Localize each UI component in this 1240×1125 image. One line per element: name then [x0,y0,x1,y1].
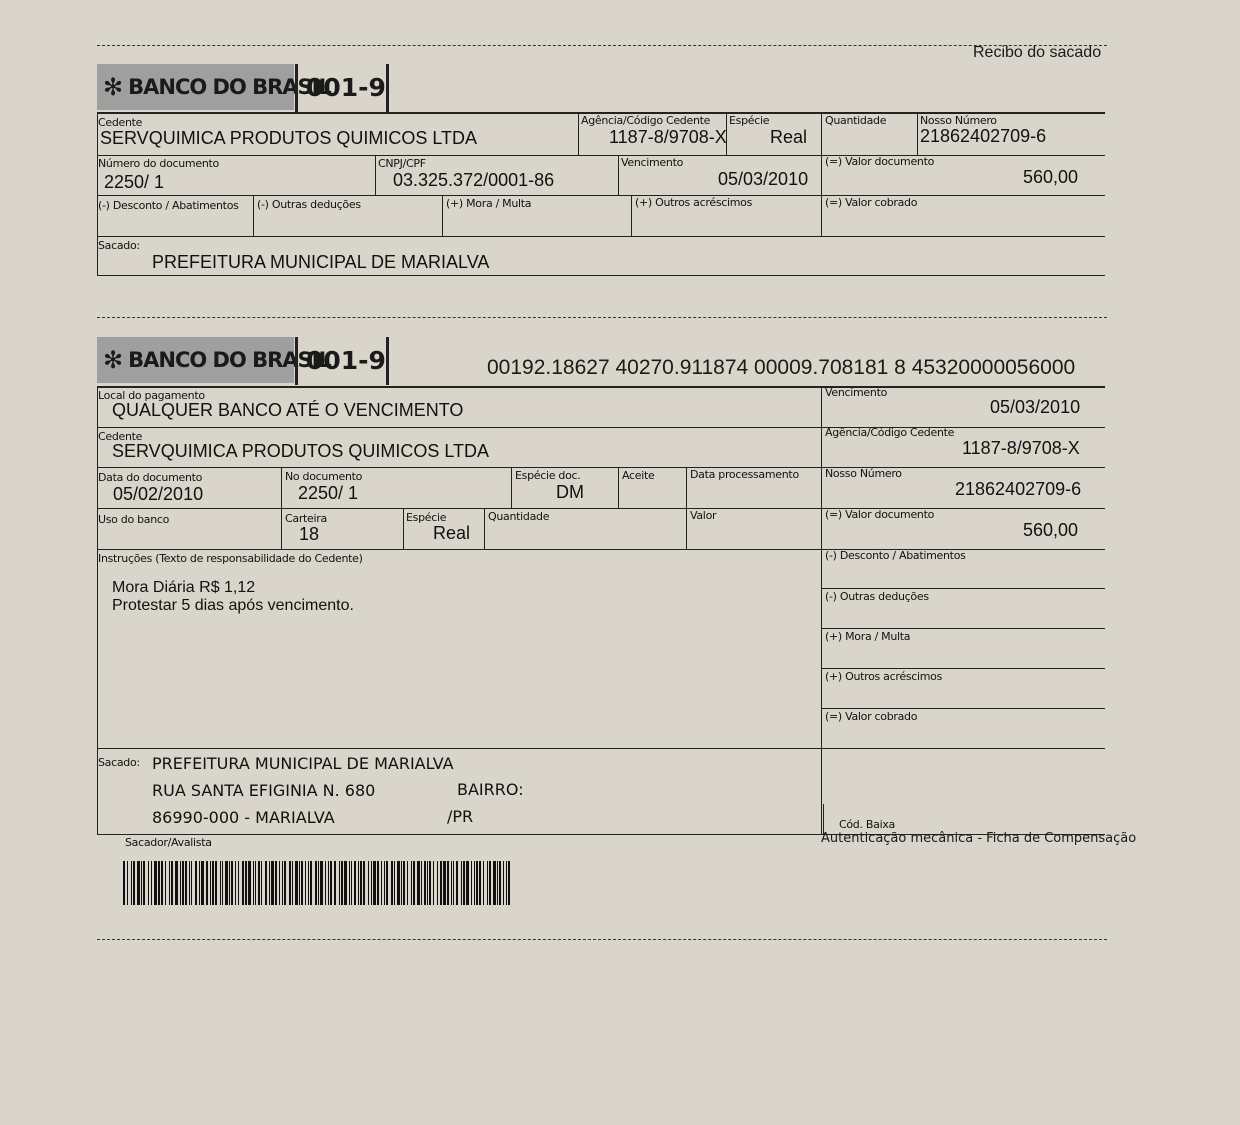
bank-logo-icon: ✻ [103,346,123,374]
data-doc-label: Data do documento [98,471,203,484]
barcode-bar [189,861,190,905]
quantidade-label: Quantidade [488,510,550,523]
carteira-value: 18 [299,524,320,544]
bank-code: 001-9 [306,346,386,375]
num-doc-label: Número do documento [98,157,219,170]
sacado-uf: /PR [447,807,474,826]
barcode-bar [165,861,166,905]
no-doc-value: 2250/ 1 [298,483,359,503]
nosso-numero-value: 21862402709-6 [955,479,1082,499]
barcode-bar [299,861,300,905]
barcode-bar [169,861,170,905]
mora-label: (+) Mora / Multa [446,197,532,210]
vencimento-value: 05/03/2010 [718,169,809,189]
divider [484,508,485,549]
barcode-bar [235,861,236,905]
barcode-bar [305,861,306,905]
barcode-bar [229,861,230,905]
valor-cobrado-label: (=) Valor cobrado [825,196,918,209]
valor-doc-value: 560,00 [1023,167,1079,187]
barcode-bar [360,861,362,905]
nosso-numero-label: Nosso Número [825,467,902,480]
barcode-bar [451,861,452,905]
barcode-bar [403,861,405,905]
barcode-bar [245,861,247,905]
sacado-nome: PREFEITURA MUNICIPAL DE MARIALVA [152,754,454,773]
barcode-bar [341,861,343,905]
especie-doc-label: Espécie doc. [515,469,581,482]
autenticacao-label: Autenticação mecânica - Ficha de Compensação [821,831,1137,846]
barcode-bar [354,861,356,905]
barcode-bar [308,861,309,905]
barcode-bar [320,861,323,905]
valor-doc-label: (=) Valor documento [825,508,935,521]
cod-baixa-label: Cód. Baixa [839,818,895,831]
barcode-bar [215,861,217,905]
barcode-bar [289,861,291,905]
barcode-bar [466,861,469,905]
barcode-bar [225,861,228,905]
divider [295,64,298,112]
barcode-bar [427,861,428,905]
rule [97,195,1105,196]
barcode-bar [358,861,359,905]
barcode-bar [242,861,244,905]
barcode-bar [421,861,422,905]
barcode-bar [284,861,286,905]
divider [375,155,376,195]
barcode-bar [238,861,239,905]
especie-doc-value: DM [556,482,584,502]
barcode-bar [440,861,442,905]
sacado-label: Sacado: [98,756,140,769]
divider [403,508,404,549]
barcode-bar [201,861,204,905]
barcode-bar [154,861,157,905]
cut-line [97,45,1107,46]
cedente-label: Cedente [98,430,143,443]
barcode-bar [137,861,140,905]
instrucoes-label: Instruções (Texto de responsabilidade do Cedente) [98,552,363,565]
divider [823,804,824,834]
barcode-bar [506,861,507,905]
agencia-value: 1187-8/9708-X [962,438,1080,458]
barcode-bar [476,861,478,905]
barcode-bar [453,861,454,905]
barcode-bar [487,861,488,905]
barcode-bar [330,861,332,905]
outras-deducoes-label: (-) Outras deduções [257,198,361,211]
divider [631,195,632,236]
sacado-label: Sacado: [98,239,140,252]
barcode-bar [261,861,262,905]
valor-cobrado-label: (=) Valor cobrado [825,710,918,723]
barcode-bar [206,861,208,905]
rule [97,386,1105,388]
vencimento-value: 05/03/2010 [990,397,1081,417]
barcode-bar [175,861,178,905]
rule [97,467,1105,468]
linha-digitavel: 00192.18627 40270.911874 00009.708181 8 45320000056000 [487,356,1076,379]
barcode-bar [373,861,376,905]
rule [821,628,1105,629]
nosso-numero-value: 21862402709-6 [920,126,1047,146]
uso-banco-label: Uso do banco [98,513,170,526]
data-doc-value: 05/02/2010 [113,484,204,504]
instrucao-mora: Mora Diária R$ 1,12 [112,579,256,596]
cedente-label: Cedente [98,116,143,129]
barcode-bar [328,861,329,905]
barcode-bar [220,861,221,905]
divider [821,113,822,236]
barcode-bar [255,861,256,905]
divider [253,195,254,236]
cnpj-label: CNPJ/CPF [378,157,426,170]
rule [97,236,1105,237]
barcode-bar [171,861,173,905]
barcode-bar [143,861,145,905]
barcode-bar [318,861,319,905]
barcode-bar [368,861,369,905]
barcode-bar [180,861,181,905]
barcode-bar [351,861,352,905]
no-doc-label: No documento [285,470,363,483]
instrucao-protesto: Protestar 5 dias após vencimento. [112,597,354,614]
barcode-bar [411,861,412,905]
divider [726,113,727,155]
agencia-value: 1187-8/9708-X [609,127,727,147]
barcode-bar [269,861,270,905]
barcode-bar [127,861,128,905]
divider [281,467,282,508]
outras-deducoes-label: (-) Outras deduções [825,590,929,603]
barcode-bar [123,861,125,905]
frame-left [97,386,98,834]
valor-doc-value: 560,00 [1023,520,1079,540]
bairro-label: BAIRRO: [457,780,524,799]
barcode-bar [371,861,372,905]
barcode-bar [471,861,472,905]
aceite-label: Aceite [622,469,655,482]
rule [821,668,1105,669]
barcode-bar [401,861,402,905]
data-proc-label: Data processamento [690,468,799,481]
barcode-bar [279,861,280,905]
cut-line [97,317,1107,318]
bank-code: 001-9 [306,73,386,102]
barcode-bar [397,861,400,905]
sacador-label: Sacador/Avalista [125,836,212,849]
barcode-bar [275,861,277,905]
barcode-bar [499,861,501,905]
barcode-bar [195,861,197,905]
barcode-bar [407,861,408,905]
bank-logo-text: BANCO DO BRASIL [128,348,331,372]
barcode-bar [161,861,163,905]
barcode-bar [344,861,347,905]
barcode-bar [417,861,420,905]
barcode-bar [222,861,223,905]
outros-acrescimos-label: (+) Outros acréscimos [635,196,753,209]
cedente-value: SERVQUIMICA PRODUTOS QUIMICOS LTDA [100,128,478,148]
desconto-label: (-) Desconto / Abatimentos [98,199,239,212]
rule [821,708,1105,709]
barcode-bar [231,861,233,905]
barcode-bar [461,861,462,905]
barcode-bar [479,861,481,905]
barcode-bar [363,861,365,905]
divider [618,467,619,508]
cut-line [97,939,1107,940]
divider [386,337,389,385]
vencimento-label: Vencimento [825,386,888,399]
barcode-bar [391,861,393,905]
rule [97,508,1105,509]
frame-left [97,113,98,275]
sacado-cep: 86990-000 - MARIALVA [152,808,335,827]
barcode-bar [339,861,340,905]
barcode-bar [325,861,326,905]
mora-label: (+) Mora / Multa [825,630,911,643]
barcode-bar [133,861,135,905]
barcode-bar [248,861,251,905]
divider [281,508,282,549]
quantidade-label: Quantidade [825,114,887,127]
barcode-bar [463,861,465,905]
barcode-bar [191,861,192,905]
barcode-bar [292,861,293,905]
valor-label: Valor [690,509,717,522]
sacado-value: PREFEITURA MUNICIPAL DE MARIALVA [152,252,490,272]
barcode-bar [185,861,187,905]
barcode-bar [384,861,385,905]
rule [97,748,1105,749]
divider [386,64,389,112]
agencia-label: Agência/Código Cedente [825,426,955,439]
barcode-bar [433,861,434,905]
bank-logo-text: BANCO DO BRASIL [128,75,331,99]
barcode-bar [212,861,214,905]
cnpj-value: 03.325.372/0001-86 [393,170,555,190]
especie-value: Real [770,127,808,147]
barcode-bar [503,861,504,905]
barcode-bar [315,861,317,905]
barcode-bar [258,861,260,905]
barcode-bar [394,861,395,905]
barcode-bar [141,861,142,905]
divider [442,195,443,236]
barcode-bar [282,861,283,905]
bank-logo [97,64,331,110]
barcode-bar [413,861,415,905]
bank-logo-icon: ✻ [103,73,123,101]
cedente-value: SERVQUIMICA PRODUTOS QUIMICOS LTDA [112,441,490,461]
barcode-bar [381,861,382,905]
barcode-bar [265,861,267,905]
barcode-bar [429,861,431,905]
divider [618,155,619,195]
local-pagamento-label: Local do pagamento [98,389,205,402]
barcode-bar [295,861,298,905]
barcode-bar [443,861,446,905]
barcode-bar [182,861,184,905]
vencimento-label: Vencimento [621,156,684,169]
especie-value: Real [433,523,471,543]
divider [295,337,298,385]
rule [97,155,1105,156]
bank-logo [97,337,331,383]
desconto-label: (-) Desconto / Abatimentos [825,549,966,562]
barcode-bar [151,861,152,905]
local-pagamento-value: QUALQUER BANCO ATÉ O VENCIMENTO [112,400,464,420]
barcode-bar [301,861,303,905]
rule [821,588,1105,589]
barcode-bar [334,861,336,905]
barcode-bar [447,861,449,905]
barcode-bar [148,861,149,905]
barcode-bar [349,861,350,905]
valor-doc-label: (=) Valor documento [825,155,935,168]
barcode-bar [131,861,132,905]
barcode-bar [424,861,426,905]
barcode-bar [253,861,254,905]
barcode-bar [310,861,312,905]
barcode-bar [437,861,438,905]
especie-label: Espécie [729,114,770,127]
barcode-bar [199,861,200,905]
sacado-endereco: RUA SANTA EFIGINIA N. 680 [152,781,376,800]
divider [578,113,579,155]
num-doc-value: 2250/ 1 [104,172,165,192]
nosso-numero-label: Nosso Número [920,114,997,127]
especie-label: Espécie [406,511,447,524]
recibo-title: Recibo do sacado [973,44,1102,61]
outros-acrescimos-label: (+) Outros acréscimos [825,670,943,683]
divider [511,467,512,508]
divider [821,386,822,834]
barcode-bar [483,861,484,905]
barcode-bar [386,861,388,905]
barcode-bar [474,861,475,905]
barcode [123,861,575,905]
barcode-bar [158,861,160,905]
barcode-bar [508,861,510,905]
barcode-bar [456,861,458,905]
rule [97,275,1105,276]
barcode-bar [497,861,498,905]
divider [917,113,918,155]
barcode-bar [489,861,491,905]
barcode-bar [493,861,496,905]
agencia-label: Agência/Código Cedente [581,114,711,127]
barcode-bar [271,861,274,905]
carteira-label: Carteira [285,512,327,525]
barcode-bar [377,861,379,905]
barcode-bar [210,861,211,905]
